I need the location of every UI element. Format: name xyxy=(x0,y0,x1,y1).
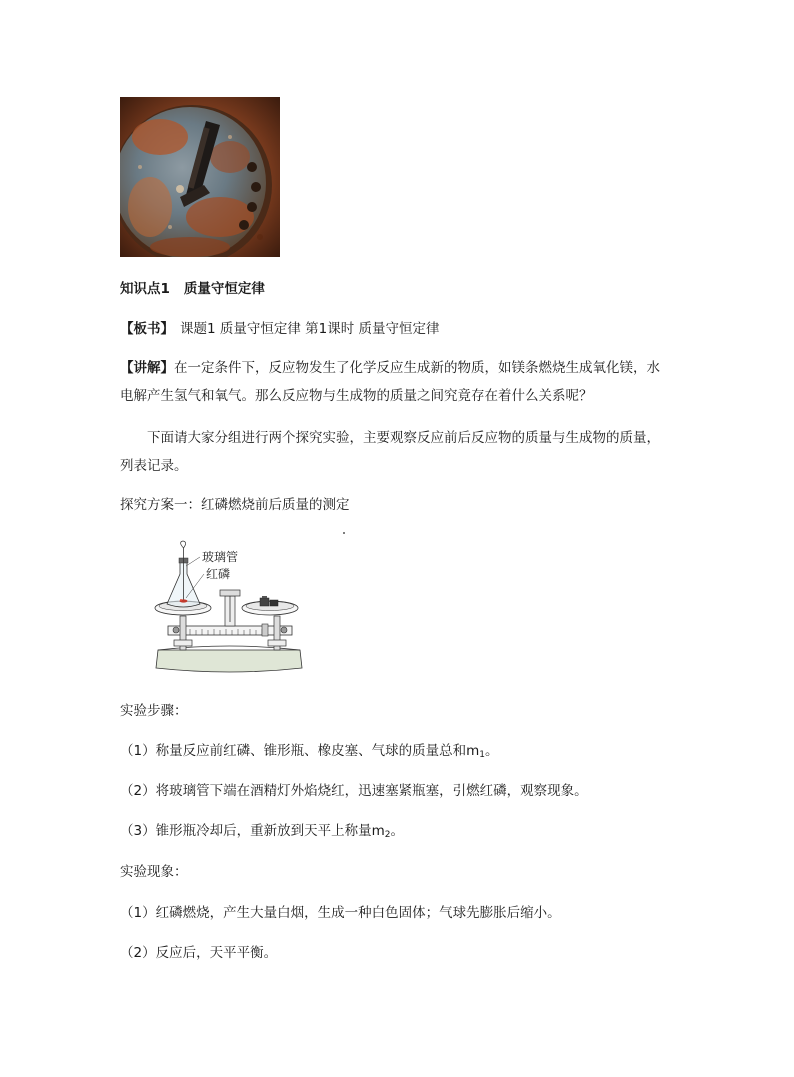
board-text: 课题1 质量守恒定律 第1课时 质量守恒定律 xyxy=(180,321,440,337)
intro-line-2: 列表记录。 xyxy=(120,458,188,474)
heading-title: 质量守恒定律 xyxy=(183,281,265,297)
heading-label: 知识点1 xyxy=(120,281,170,297)
step-3-text: （3）锥形瓶冷却后，重新放到天平上称量m xyxy=(120,823,385,839)
lecture-line-2: 电解产生氢气和氧气。那么反应物与生成物的质量之间究竟存在着什么关系呢？ xyxy=(120,388,593,404)
board-line xyxy=(120,319,440,339)
step-1-end: 。 xyxy=(484,743,499,759)
section-heading xyxy=(120,279,265,299)
balance-experiment-figure xyxy=(150,540,310,675)
label-glass-tube: 玻璃管 xyxy=(202,550,239,564)
lecture-tag: 【讲解】 xyxy=(120,360,174,376)
step-1-text: （1）称量反应前红磷、锥形瓶、橡皮塞、气球的质量总和m xyxy=(120,743,480,759)
label-red-phosphorus: 红磷 xyxy=(206,567,231,581)
phenomenon-1: （1）红磷燃烧，产生大量白烟，生成一种白色固体；气球先膨胀后缩小。 xyxy=(120,905,561,921)
phenomena-title: 实验现象： xyxy=(120,864,188,880)
step-1-subscript: 1 xyxy=(479,750,485,760)
phenomenon-2: （2）反应后，天平平衡。 xyxy=(120,945,278,961)
steps-title: 实验步骤： xyxy=(120,703,188,719)
stray-dot xyxy=(343,532,345,534)
intro-line-1: 下面请大家分组进行两个探究实验，主要观察反应前后反应物的质量与生成物的质量， xyxy=(147,430,660,446)
step-2: （2）将玻璃管下端在酒精灯外焰烧红，迅速塞紧瓶塞，引燃红磷，观察现象。 xyxy=(120,783,588,799)
step-3-subscript: 2 xyxy=(384,830,391,840)
step-3-end: 。 xyxy=(390,823,404,839)
step-3 xyxy=(120,821,404,841)
board-tag: 【板书】 xyxy=(120,321,174,337)
lecture-line-1 xyxy=(120,358,660,378)
rusty-iron-photo xyxy=(120,97,280,257)
scheme-title: 探究方案一：红磷燃烧前后质量的测定 xyxy=(120,497,350,513)
step-1 xyxy=(120,741,498,761)
lecture-text-1: 在一定条件下，反应物发生了化学反应生成新的物质，如镁条燃烧生成氧化镁，水 xyxy=(174,360,660,376)
